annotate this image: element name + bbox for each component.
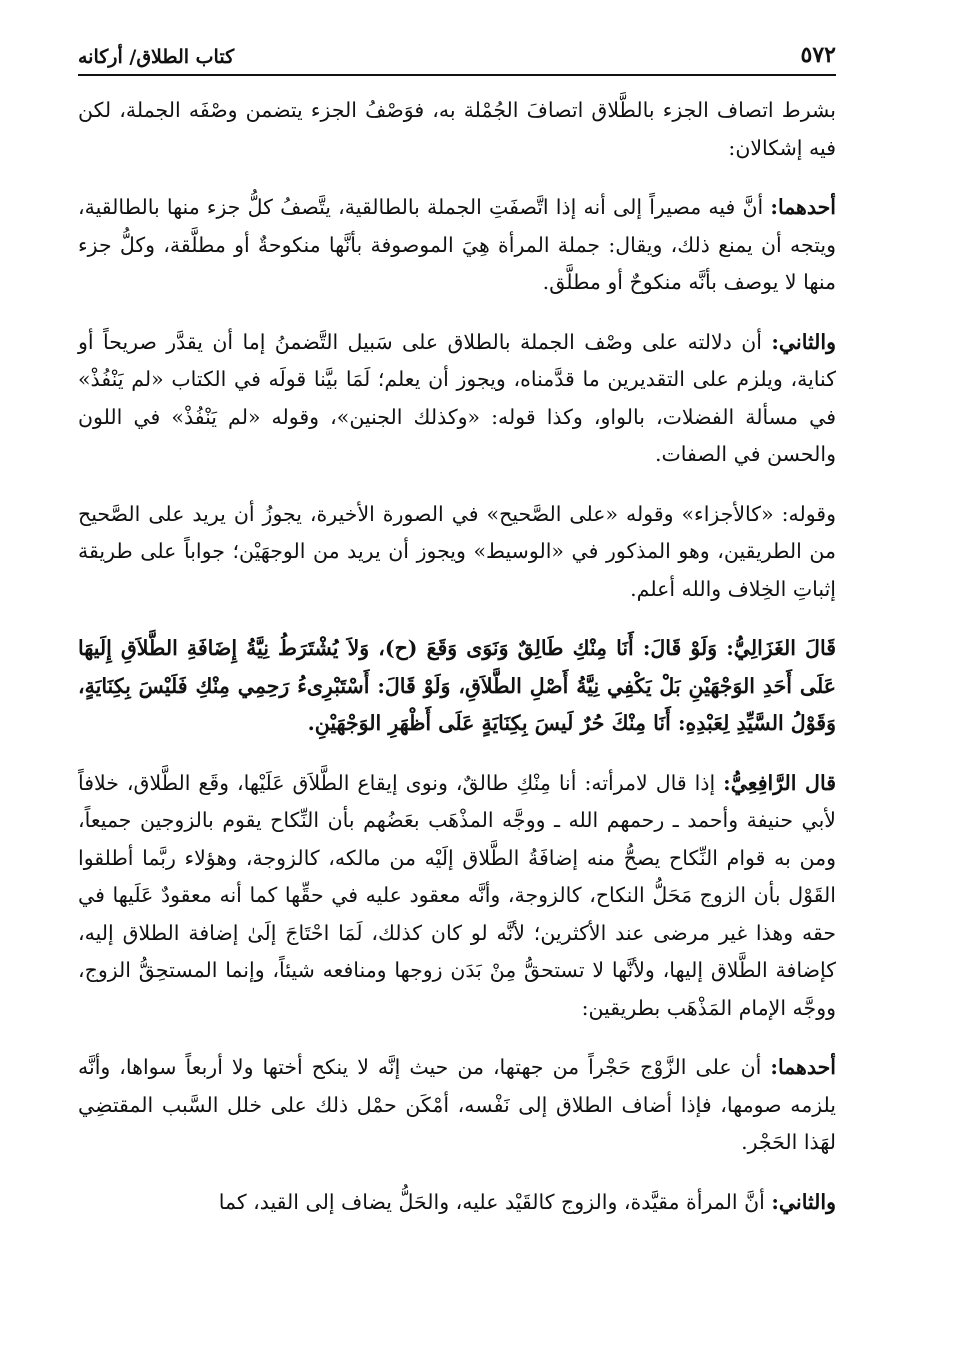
paragraph-text: وَلَوْ قَالَ: أَنَا مِنْكِ طَالِقٌ وَنَوَى وَقَعَ (ح)، وَلاَ يُشْتَرَطُ نِيَّةُ إِضَافَةِ الطَّلاَقِ إِلَيهَا عَلَى أَحَدِ الوَجْهَيْنِ بَلْ يَكْفِي نِيَّةُ أَصْلِ الطَّلاَقِ، وَلَوْ قَالَ: أَسْتَبْرِىءُ رَحِمِي مِنْكِ فَلَيْسَ بِكِنَايَةٍ، وَقَوْلُ السَّيِّدِ لِعَبْدِهِ: أَنَا مِنْكَ حُرٌ لَيسَ بِكِنَايَةٍ عَلَى أَظْهَرِ الوَجْهَيْنِ.	[78, 636, 836, 735]
paragraph	[78, 765, 836, 1028]
running-title: كتاب الطلاق/ أركانه	[78, 46, 235, 68]
paragraph-text: أنَّ فيه مصيراً إلى أنه إذا اتَّصفَتِ الجملة بالطالقية، يتَّصفُ كلُّ جزء منها بالطالقية، ويتجه أن يمنع ذلك، ويقال: جملة المرأة هِيَ الموصوفة بأنَّها منكوحةٌ أو مطلَّقة، وكلُّ جزء منها لا يوصف بأنَّه منكوحٌ أو مطلَّق.	[78, 195, 836, 294]
paragraph	[78, 1184, 836, 1222]
paragraph	[78, 92, 836, 167]
paragraph	[78, 1049, 836, 1162]
paragraph-text: بشرط اتصاف الجزء بالطَّلاق اتصافَ الجُمْلة به، فوَصْفُ الجزء يتضمن وصْفَه الجملة، لكن فيه إشكالان:	[78, 98, 836, 160]
matn-paragraph	[78, 630, 836, 743]
page-number: ٥٧٢	[800, 42, 836, 68]
paragraph-lead: أحدهما:	[770, 1055, 836, 1079]
paragraph	[78, 324, 836, 474]
paragraph-lead: والثاني:	[771, 329, 836, 354]
paragraph-text: أنَّ المرأة مقيَّدة، والزوج كالقَيْد عليه، والحَلُّ يضاف إلى القيد، كما	[218, 1189, 772, 1214]
paragraph	[78, 189, 836, 302]
page-body	[78, 92, 836, 1221]
document-page	[78, 28, 836, 1243]
paragraph-text: أن دلالته على وصْف الجملة بالطلاق على سَبيل التَّضمنُ إما أن يقدَّر صريحاً أو كناية، ويلزم على التقديرين ما قدَّمناه، ويجوز أن يعلم؛ لَمَا بيَّنا قولَه في الكتاب «لم يَنْفُذْ» في مسألة الفضلات، بالواو، وكذا قوله: «وكذلك الجنين»، وقوله «لم يَنْفُذْ» في اللون والحسن في الصفات.	[78, 329, 836, 466]
paragraph-text: أن على الزَّوْج حَجْراً من جهتها، من حيث إنَّه لا ينكح أختها ولا أربعاً سواها، وأنَّه يلزمه صومها، فإذا أضاف الطلاق إلى نَفْسه، أمْكَن حمْل ذلك على خلل السَّبب المقتضِي لهَذا الحَجْر.	[78, 1055, 836, 1154]
paragraph-lead: قَالَ الغَزَالِيُّ:	[726, 636, 836, 660]
paragraph-lead: قال الرَّافِعِيُّ:	[723, 770, 836, 795]
paragraph	[78, 496, 836, 609]
paragraph-text: وقوله: «كالأجزاء» وقوله «على الصَّحيح» في الصورة الأخيرة، يجوزُ أن يريد على الصَّحيح من الطريقين، وهو المذكور في «الوسيط» ويجوز أن يريد من الوجهَيْن؛ جواباً على طريقة إثباتِ الخِلاف والله أعلم.	[78, 501, 836, 601]
paragraph-text: إذا قال لامرأته: أنا مِنْكِ طالقٌ، ونوى إيقاع الطَّلاَق عَلَيْها، وقَع الطَّلاق، خلافاً لأبي حنيفة وأحمد ـ رحمهم الله ـ ووجَّه المذْهَب بعَضُهم بأن النِّكاح يقوم بالزوجين جميعاً، ومن به قوام النِّكاح يصحُّ منه إضافَةُ الطَّلاق إلَيْه من مالكه، كالزوجة، وهؤلاء ربَّما أطلقوا القَوْل بأن الزوج مَحَلُّ النكاح، كالزوجة، وأنَّه معقود عليه في حقِّها كما أنه معقودٌ عَلَيها في حقه وهذا غير مرضى عند الأكثرين؛ لأنَّه لو كان كذلك، لَمَا احْتَاجَ إلَىٰ إضافة الطلاق إليه، كإضافة الطَّلاق إليها، ولأنَّها لا تستحقُّ مِنْ بَدَن زوجها ومنافعه شيئاً، وإنما المستحِقُّ الزوج، ووجَّه الإمام المَذْهَب بطريقين:	[78, 770, 836, 1020]
paragraph-lead: والثاني:	[771, 1189, 836, 1214]
page-header	[78, 28, 836, 76]
paragraph-lead: أحدهما:	[770, 195, 836, 219]
